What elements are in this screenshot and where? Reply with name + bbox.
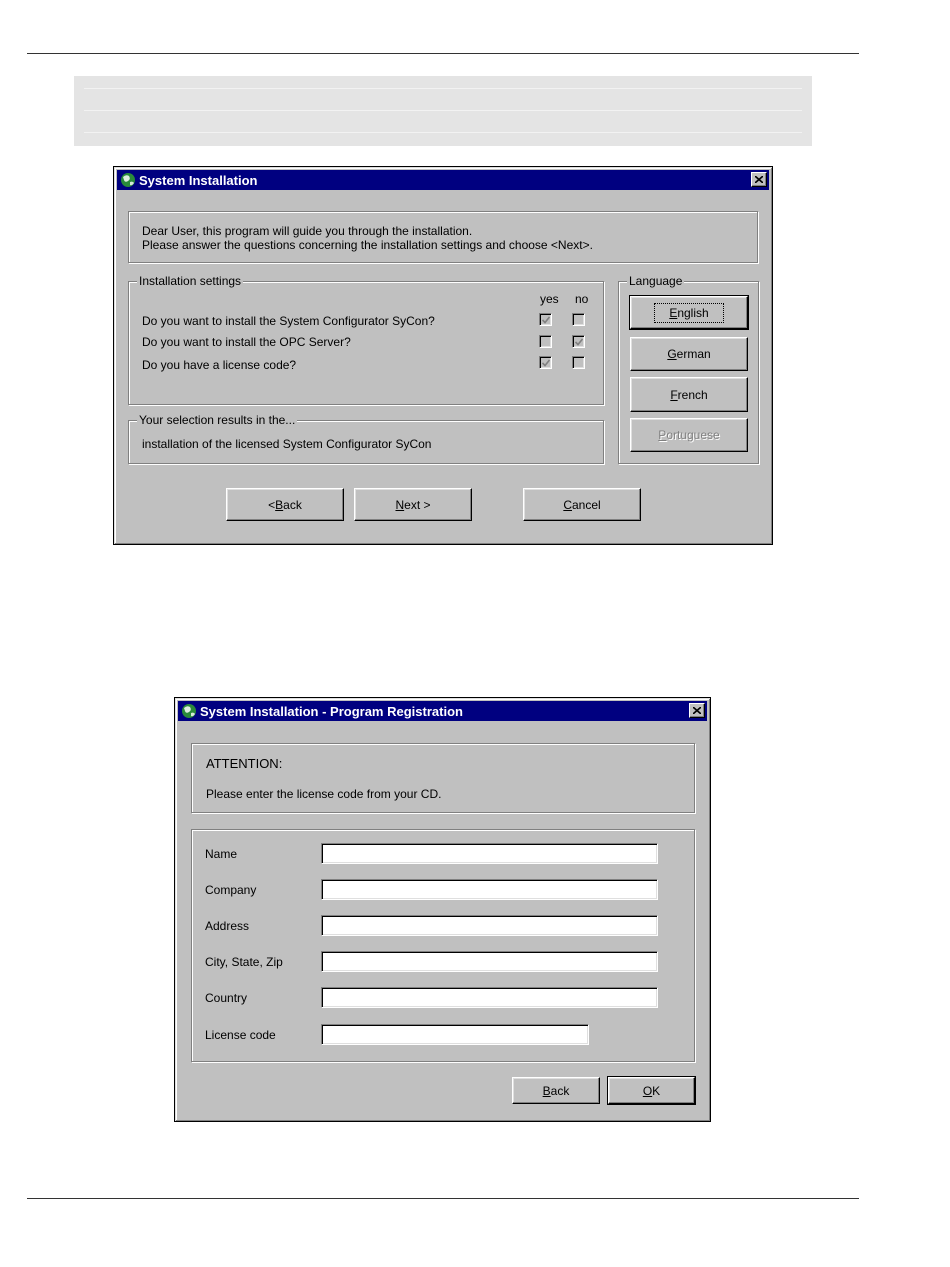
close-x-icon [693, 707, 701, 714]
name-input[interactable] [321, 843, 658, 864]
name-label: Name [205, 847, 238, 861]
city-state-zip-input[interactable] [321, 951, 658, 972]
installation-settings-group [128, 274, 604, 405]
globe-icon [180, 702, 198, 720]
company-label: Company [205, 883, 257, 897]
dialog-title: System Installation [139, 172, 258, 188]
license-yes-checkbox[interactable] [539, 356, 552, 369]
registration-form [191, 829, 695, 1062]
question-opc: Do you want to install the OPC Server? [142, 335, 351, 349]
country-label: Country [205, 991, 248, 1005]
selection-result-group [128, 413, 604, 464]
top-rule [27, 53, 859, 54]
company-input[interactable] [321, 879, 658, 900]
close-button[interactable] [751, 172, 767, 187]
address-input[interactable] [321, 915, 658, 936]
titlebar[interactable] [117, 170, 769, 190]
german-button[interactable]: G erman [630, 337, 748, 371]
checkmark-icon [542, 359, 550, 367]
opc-no-checkbox[interactable] [572, 335, 585, 348]
sycon-no-checkbox[interactable] [572, 313, 585, 326]
city-state-zip-label: City, State, Zip [205, 955, 283, 969]
opc-yes-checkbox[interactable] [539, 335, 552, 348]
installation-settings-legend: Installation settings [139, 274, 242, 288]
intro-line-1: Dear User, this program will guide you through the installation. [142, 224, 473, 238]
license-code-input[interactable] [321, 1024, 589, 1045]
program-registration-dialog [174, 697, 711, 1122]
next-button[interactable]: N ext > [354, 488, 472, 521]
close-x-icon [755, 176, 763, 183]
sycon-yes-checkbox[interactable] [539, 313, 552, 326]
country-input[interactable] [321, 987, 658, 1008]
selection-result-legend: Your selection results in the... [139, 413, 296, 427]
portuguese-button[interactable]: P ortuguese [630, 418, 748, 452]
selection-result-text: installation of the licensed System Configurator SyCon [142, 437, 432, 451]
address-label: Address [205, 919, 250, 933]
dialog-title: System Installation - Program Registration [200, 703, 463, 719]
license-code-label: License code [205, 1028, 276, 1042]
french-button[interactable]: F rench [630, 377, 748, 412]
ok-button[interactable]: O K [608, 1077, 695, 1104]
checkmark-icon [542, 316, 550, 324]
intro-line-2: Please answer the questions concerning the installation settings and choose <Next>. [142, 238, 593, 252]
english-button[interactable]: English [630, 296, 748, 329]
question-sycon: Do you want to install the System Configurator SyCon? [142, 314, 435, 328]
globe-icon [119, 171, 137, 189]
attention-panel [191, 743, 695, 813]
attention-heading: ATTENTION: [206, 756, 283, 771]
attention-text: Please enter the license code from your CD. [206, 787, 442, 801]
bottom-rule [27, 1198, 859, 1199]
no-column-label: no [575, 292, 589, 306]
yes-column-label: yes [540, 292, 559, 306]
cancel-button[interactable]: C ancel [523, 488, 641, 521]
header-band [74, 76, 812, 146]
close-button[interactable] [689, 703, 705, 718]
language-legend: Language [629, 274, 683, 288]
back-button[interactable]: B ack [512, 1077, 600, 1104]
intro-panel [128, 211, 758, 263]
license-no-checkbox[interactable] [572, 356, 585, 369]
question-license: Do you have a license code? [142, 358, 297, 372]
checkmark-icon [575, 338, 583, 346]
language-group [618, 274, 759, 464]
titlebar[interactable] [178, 701, 707, 721]
back-button[interactable]: < B ack [226, 488, 344, 521]
system-installation-dialog [113, 166, 773, 545]
